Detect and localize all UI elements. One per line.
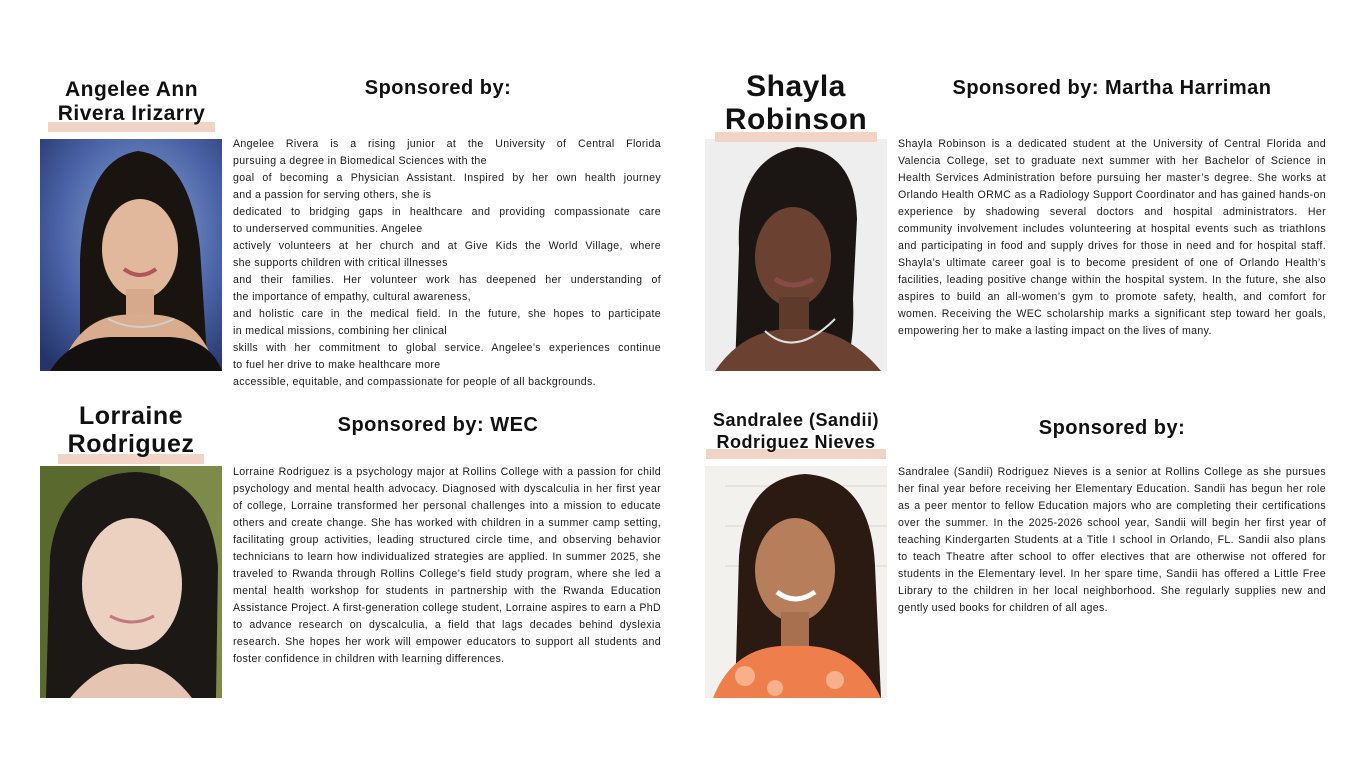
name-line-2: Rodriguez: [58, 430, 205, 458]
name-line-1: Shayla: [746, 70, 846, 103]
portrait-photo-lorraine: [40, 466, 222, 698]
bio-line: she supports children with critical illnesses: [233, 257, 448, 269]
sponsor-label-angelee: Sponsored by:: [364, 77, 512, 99]
portrait-icon: [40, 139, 222, 371]
name-line-1: Sandralee (Sandii): [712, 410, 880, 430]
bio-line: and their families. Her volunteer work has deepened her understanding of: [233, 274, 661, 286]
name-line-1: Lorraine: [78, 402, 184, 430]
name-line-2: Robinson: [715, 103, 877, 136]
bio-line: skills with her commitment to global service. Angelee’s experiences continue: [233, 342, 661, 354]
bio-line: dedicated to bridging gaps in healthcare and providing compassionate care: [233, 206, 661, 218]
bio-line: to underserved communities. Angelee: [233, 223, 423, 235]
bio-lorraine: Lorraine Rodriguez is a psychology major at Rollins College with a passion for child psychology and mental health advocacy. Diagnosed with dyscalculia in her first year of college, Lorraine transformed her personal challenges into a mission to educate others and create change. She has worked with children in a summer camp setting, facilitating group activities, leading structured circle time, and observing behavior technicians to learn how individualized strategies are applied. In summer 2025, she traveled to Rwanda through Rollins College’s field study program, where she led a mental health workshop for students in partnership with the Rwanda Education Assistance Project. A first-generation college student, Lorraine aspires to earn a PhD to advance research on dyscalculia, a field that lags decades behind dyslexia research. She hopes her work will empower educators to support all students and foster confidence in children with learning differences.: [233, 466, 661, 665]
bio-sandralee: Sandralee (Sandii) Rodriguez Nieves is a senior at Rollins College as she pursues her final year before receiving her Elementary Education. Sandii has begun her role as a peer mentor to fellow Education majors who are completing their certifications over the summer. In the 2025-2026 school year, Sandii will begin her first year of teaching Kindergarten Students at a Title I school in Orlando, FL. Sandii also plans to teach Theatre after school to offer electives that are otherwise not offered for students in the Elementary level. In her spare time, Sandii has offered a Little Free Library to the children in her local neighborhood. She regularly supplies new and gently used books for children of all ages.: [898, 466, 1326, 614]
bio-line: and holistic care in the medical field. In the future, she hopes to participate: [233, 308, 661, 320]
bio-line: and a passion for serving others, she is: [233, 189, 432, 201]
portrait-photo-angelee: [40, 139, 222, 371]
bio-line: pursuing a degree in Biomedical Sciences with the: [233, 155, 487, 167]
bio-line: the importance of empathy, cultural awareness,: [233, 291, 471, 303]
bio-line: goal of becoming a Physician Assistant. Inspired by her own health journey: [233, 172, 661, 184]
bio-shayla: Shayla Robinson is a dedicated student at the University of Central Florida and Valencia College, set to graduate next summer with her Bachelor of Science in Health Services Administration before pursuing her master’s degree. She works at Orlando Health ORMC as a Radiology Support Coordinator and has gained hands-on experience by shadowing several doctors and hospital administrators. Her community involvement includes volunteering at hospital events such as triathlons and participating in food and supply drives for those in need and for hospital staff. Shayla’s ultimate career goal is to become president of one of Orlando Health’s facilities, leading positive change within the hospital system. In the future, she also aspires to build an all-women’s gym to promote safety, health, and comfort for women. Receiving the WEC scholarship marks a significant step toward her goals, empowering her to make a lasting impact on the lives of many.: [898, 138, 1326, 337]
bio-angelee: [233, 136, 661, 391]
portrait-icon: [705, 466, 887, 698]
sponsor-label-lorraine: Sponsored by: WEC: [337, 414, 539, 436]
profile-name-angelee: [30, 78, 233, 126]
bio-line: accessible, equitable, and compassionate for people of all backgrounds.: [233, 376, 596, 388]
profile-name-shayla: [705, 70, 887, 136]
bio-line: Angelee Rivera is a rising junior at the University of Central Florida: [233, 138, 661, 150]
name-line-2: Rivera Irizarry: [48, 102, 216, 126]
portrait-icon: [705, 139, 887, 371]
portrait-photo-shayla: [705, 139, 887, 371]
sponsor-label-shayla: Sponsored by: Martha Harriman: [952, 77, 1272, 99]
portrait-photo-sandralee: [705, 466, 887, 698]
name-line-2: Rodriguez Nieves: [706, 431, 885, 453]
bio-line: to fuel her drive to make healthcare more: [233, 359, 441, 371]
name-line-1: Angelee Ann: [64, 78, 199, 101]
sponsor-label-sandralee: Sponsored by:: [1038, 417, 1186, 439]
bio-line: actively volunteers at her church and at Give Kids the World Village, where: [233, 240, 661, 252]
portrait-icon: [40, 466, 222, 698]
bio-line: in medical missions, combining her clinical: [233, 325, 448, 337]
profile-name-sandralee: [695, 409, 897, 453]
profile-name-lorraine: [40, 402, 222, 458]
